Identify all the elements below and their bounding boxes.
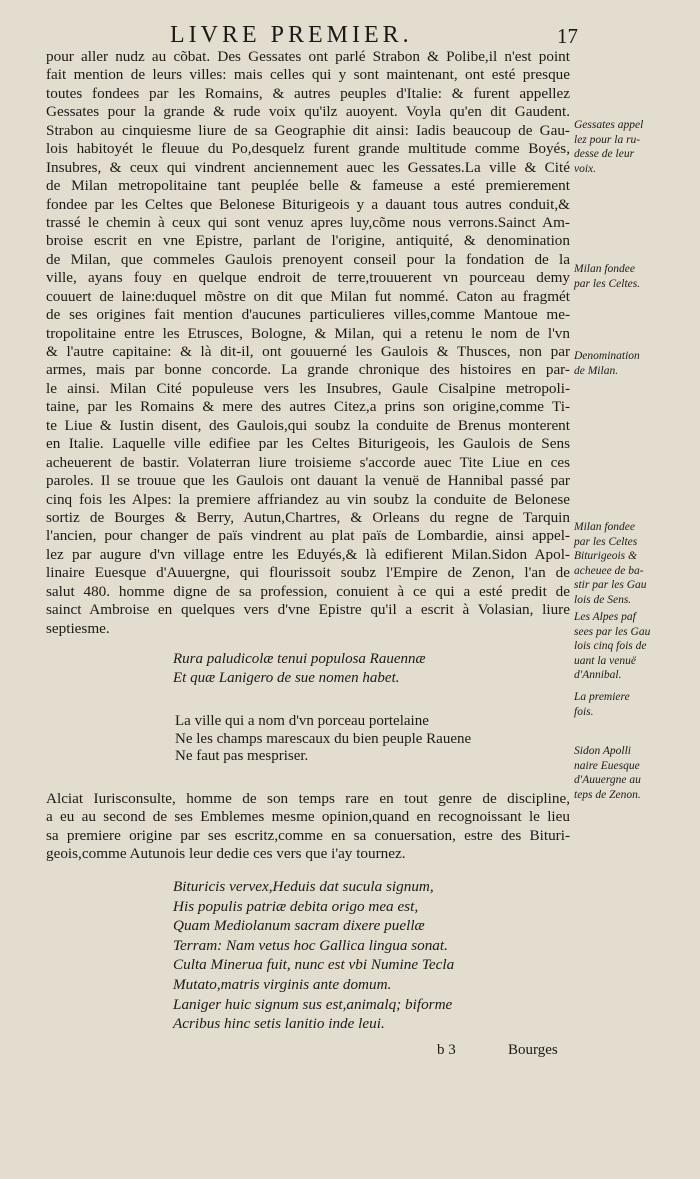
margin-note-line: Les Alpes paf — [574, 611, 636, 623]
margin-note-line: Milan fondee — [574, 263, 635, 275]
text-line: fondee par les Celtes que Belonese Biturigeois y a dauant tous autres conduit,& — [46, 195, 570, 213]
margin-note-line: Denomination — [574, 350, 640, 362]
margin-note-line: Milan fondee — [574, 521, 635, 533]
text-line: taine, par les Romains & mere des autres Citez,a prins son origine,comme Ti- — [46, 398, 570, 416]
margin-note-line: desse de leur — [574, 148, 635, 161]
margin-note-line: Biturigeois & — [574, 550, 637, 563]
margin-note-line: voix. — [574, 162, 597, 175]
text-line: lez par augure d'vn village entre les Eduyés,& là edifierent Milan.Sidon Apol- — [46, 545, 570, 563]
text-line: te Liue & Iustin disent, des Gaulois,qui soubz la conduite de Brenus monterent — [46, 416, 570, 434]
text-line: tropolitaine entre les Etrusces, Bologne, & Milan, qui a retenu le nom de l'vn — [46, 324, 570, 342]
margin-note-line: Sidon Apolli — [574, 745, 631, 757]
text-line: Terram: Nam vetus hoc Gallica lingua sonat. — [173, 936, 448, 954]
margin-note-line: lez pour la ru- — [574, 133, 641, 146]
margin-note-line: d'Annibal. — [574, 669, 622, 682]
text-line: couuert de laine:duquel mõstre on dit que Milan fut nommé. Caton au fragmét — [46, 287, 570, 305]
text-line: Laniger huic signum sus est,animalq; biforme — [173, 995, 453, 1013]
signature-mark: b 3 — [437, 1042, 456, 1058]
text-line: geois,comme Autunois leur dedie ces vers que i'ay tournez. — [46, 845, 406, 863]
margin-note-line: uant la venuë — [574, 654, 636, 667]
text-line: sainct Ambroise en quelques vers d'vne Epistre qu'il a escrit à Volasian, liure — [46, 601, 570, 619]
text-line: a eu au second de ses Emblemes mesme opinion,quand en recognoissant le lieu — [46, 808, 570, 826]
margin-note-line: stir par les Gau — [574, 579, 647, 592]
text-line: sa premiere origine par ses escritz,comme en sa conuersation, estre des Bituri- — [46, 826, 570, 844]
text-line: ville, ayans fouy en quelque endroit de terre,trouuerent vn pourceau demy — [46, 269, 570, 287]
text-line: cinq fois les Alpes: la premiere affriandez au vin soubz la conduite de Belonese — [46, 490, 570, 508]
main-text-block — [46, 48, 570, 638]
text-line: de Milan metropolitaine tant peuplée belle & fameuse a esté premierement — [46, 177, 570, 195]
text-line: Acribus hinc setis lanitio inde leui. — [173, 1015, 385, 1033]
text-line: Alciat Iurisconsulte, homme de son temps rare en tout genre de discipline, — [46, 790, 570, 807]
margin-note-line: La premiere — [574, 691, 630, 703]
text-line: Culta Minerua fuit, nunc est vbi Numine Tecla — [173, 956, 455, 974]
text-line: lois habitoyét le fleuue du Po,desquelz furent grande multitude comme Boyés, — [46, 140, 570, 158]
text-line: Quam Mediolanum sacram dixere puellæ — [173, 917, 425, 935]
margin-note — [574, 118, 698, 176]
text-line: paroles. Il se trouue que les Gaulois ont dauant la venuë de Hannibal passé par — [46, 472, 570, 490]
text-line: Insubres, & ceux qui vindrent anciennement auec les Gessates.La ville & Cité — [46, 158, 570, 176]
margin-note — [574, 744, 698, 802]
margin-note-line: naire Euesque — [574, 759, 640, 772]
text-line: armes, mais par bonne concorde. La grande chronique des histoires en par- — [46, 361, 570, 379]
text-line: fait mention de leurs villes: mais celles qui y sont maintenant, ont esté presque — [46, 66, 570, 84]
text-line: sortiz de Bourges & Berry, Autun,Chartres, & Orleans du regne de Tarquin — [46, 508, 570, 526]
text-line: Strabon au cinquiesme liure de sa Geographie dit ainsi: Iadis beaucoup de Gau- — [46, 121, 570, 139]
margin-note — [574, 262, 698, 291]
margin-note — [574, 610, 698, 683]
margin-note-line: sees par les Gau — [574, 625, 651, 638]
text-line: le ainsi. Milan Cité populeuse vers les Insubres, Gaule Cisalpine metropoli- — [46, 379, 570, 397]
text-line: Et quæ Lanigero de sue nomen habet. — [173, 670, 400, 686]
text-line: pour aller nudz au cõbat. Des Gessates ont parlé Strabon & Polibe,il n'est point — [46, 48, 570, 65]
running-title: LIVRE PREMIER. — [170, 22, 413, 48]
text-line: Gessates pour la grande & rude voix qu'ilz auoyent. Voyla qu'en dit Gaudent. — [46, 103, 570, 121]
margin-note-line: par les Celtes — [574, 535, 638, 548]
margin-note — [574, 349, 698, 378]
text-line: acheuerent de bastir. Volaterran liure troisieme s'accorde auec Tite Liue en ces — [46, 453, 570, 471]
margin-note-line: lois de Sens. — [574, 593, 632, 606]
margin-note — [574, 690, 698, 719]
margin-note-line: d'Auuergne au — [574, 774, 641, 787]
margin-note-line: fois. — [574, 705, 594, 718]
alciat-paragraph — [46, 790, 570, 864]
text-line: toutes fondees par les Romains, & autres peuples d'Italie: & furent appellez — [46, 84, 570, 102]
text-line: septiesme. — [46, 619, 110, 637]
text-line: l'ancien, pour changer de païs vindrent au plat païs de Lombardie, ainsi appel- — [46, 527, 570, 545]
margin-note-line: teps de Zenon. — [574, 788, 641, 801]
text-line: de ses origines fait mention d'aucunes particulieres villes,comme Mantoue me- — [46, 306, 570, 324]
text-line: Rura paludicolæ tenui populosa Rauennæ — [173, 651, 426, 667]
text-line: de Milan, que commeles Gaulois prenoyent conseil pour la fondation de la — [46, 250, 570, 268]
text-line: Mutato,matris virginis ante domum. — [173, 975, 392, 993]
text-line: Ne les champs marescaux du bien peuple Rauene — [175, 730, 472, 747]
text-line: Ne faut pas mespriser. — [175, 748, 309, 764]
margin-note-line: de Milan. — [574, 364, 619, 377]
text-line: La ville qui a nom d'vn porceau portelaine — [175, 713, 429, 729]
margin-note — [574, 520, 698, 608]
text-line: en Italie. Laquelle ville edifiee par les Celtes Biturigeois, les Gaulois de Sens — [46, 435, 570, 453]
margin-note-line: lois cinq fois de — [574, 640, 647, 653]
text-line: & l'autre capitaine: & là dit-il, ont gouuerné les Gaulois & Thusces, non par — [46, 343, 570, 360]
text-line: salut 480. homme digne de sa profession, conuient à ce qui a esté predit de — [46, 582, 570, 600]
text-line: His populis patriæ debita origo mea est, — [173, 897, 419, 915]
margin-note-line: Gessates appel — [574, 119, 644, 131]
text-line: linaire Euesque d'Auuergne, qui flourissoit soubz l'Empire de Zenon, l'an de — [46, 564, 570, 582]
margin-note-line: acheuee de ba- — [574, 564, 644, 577]
margin-note-line: par les Celtes. — [574, 277, 641, 290]
latin-verse-alciat — [173, 877, 653, 1034]
text-line: Bituricis vervex,Heduis dat sucula signum, — [173, 878, 434, 895]
page-number: 17 — [557, 24, 578, 48]
text-line: trassé le chemin à ceux qui sont venuz apres luy,cõme nous verrons.Sainct Am- — [46, 213, 570, 231]
text-line: broise escrit en vne Epistre, parlant de l'origine, antiquité, & denomination — [46, 232, 570, 250]
catchword: Bourges — [508, 1042, 558, 1058]
